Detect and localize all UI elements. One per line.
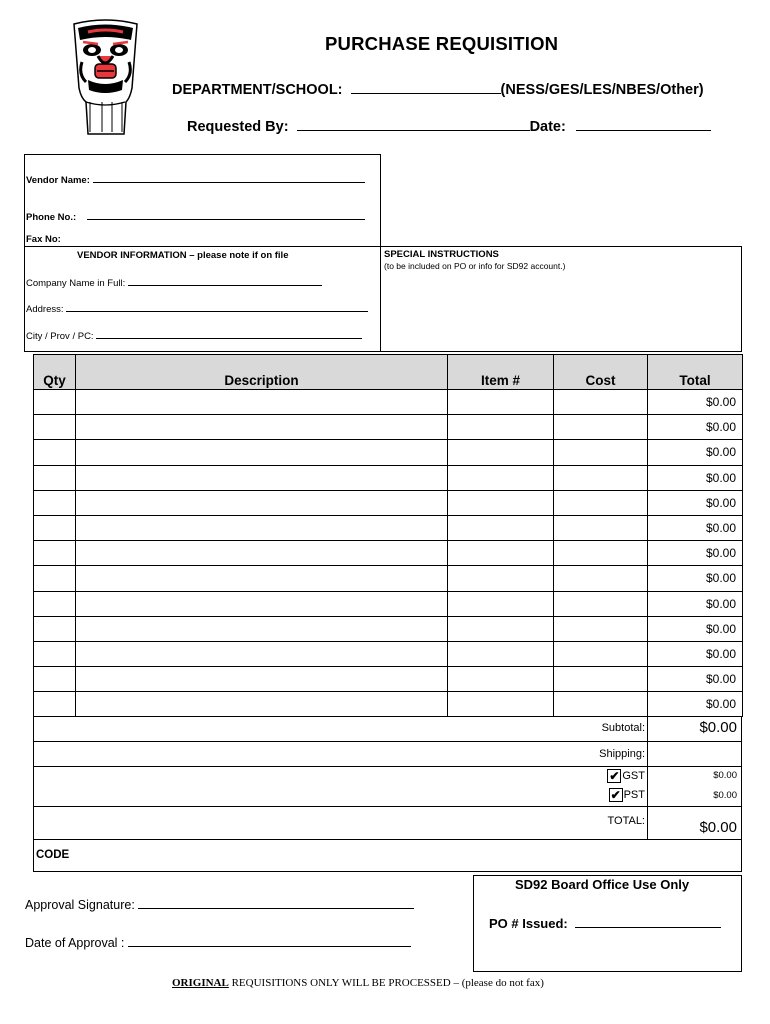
qty-cell[interactable]: [34, 641, 76, 666]
crest-logo: [68, 18, 143, 138]
qty-cell[interactable]: [34, 667, 76, 692]
qty-cell[interactable]: [34, 440, 76, 465]
city-row: [26, 328, 362, 342]
po-issued-label: PO # Issued:: [489, 916, 568, 931]
item-number-cell[interactable]: [448, 566, 554, 591]
gst-label: GST: [622, 769, 645, 782]
gst-value: $0.00: [713, 770, 737, 781]
shipping-field[interactable]: [648, 742, 741, 766]
total-cell: $0.00: [648, 390, 743, 415]
gst-checkbox[interactable]: ✔: [609, 769, 620, 783]
table-row: [34, 515, 743, 540]
date-label: Date:: [529, 119, 566, 135]
description-cell[interactable]: [76, 490, 448, 515]
cost-cell[interactable]: [554, 566, 648, 591]
cost-cell[interactable]: [554, 667, 648, 692]
qty-cell[interactable]: [34, 566, 76, 591]
item-number-cell[interactable]: [448, 465, 554, 490]
item-number-cell[interactable]: [448, 667, 554, 692]
total-cell: $0.00: [648, 641, 743, 666]
po-issued-field[interactable]: [575, 915, 721, 928]
description-cell[interactable]: [76, 415, 448, 440]
description-cell[interactable]: [76, 667, 448, 692]
tax-divider: [647, 767, 648, 806]
subtotal-row: [33, 716, 742, 742]
description-cell[interactable]: [76, 541, 448, 566]
department-field[interactable]: [351, 78, 501, 94]
approval-signature-field[interactable]: [138, 896, 414, 909]
shipping-label: Shipping:: [599, 748, 645, 760]
vendor-info-heading: VENDOR INFORMATION – please note if on file: [77, 250, 289, 261]
table-row: [34, 566, 743, 591]
address-field[interactable]: [66, 301, 368, 312]
department-label: DEPARTMENT/SCHOOL:: [172, 82, 343, 98]
city-field[interactable]: [96, 328, 362, 339]
total-cell: $0.00: [648, 566, 743, 591]
total-cell: $0.00: [648, 591, 743, 616]
qty-cell[interactable]: [34, 591, 76, 616]
approval-date-field[interactable]: [128, 934, 411, 947]
qty-cell[interactable]: [34, 415, 76, 440]
footer-text: REQUISITIONS ONLY WILL BE PROCESSED – (please do not fax): [228, 977, 544, 989]
item-number-cell[interactable]: [448, 390, 554, 415]
vendor-name-row: [26, 172, 365, 186]
qty-cell[interactable]: [34, 390, 76, 415]
items-table: [33, 354, 743, 717]
description-cell[interactable]: [76, 440, 448, 465]
table-header-row: [34, 355, 743, 390]
pst-value: $0.00: [713, 790, 737, 801]
footer-emphasis: ORIGINAL: [172, 977, 229, 989]
shipping-row: [33, 742, 742, 767]
total-label: TOTAL:: [607, 815, 645, 827]
description-cell[interactable]: [76, 616, 448, 641]
fax-label: Fax No:: [26, 234, 61, 245]
cost-cell[interactable]: [554, 490, 648, 515]
vendor-name-label: Vendor Name:: [26, 175, 90, 186]
requested-by-label: Requested By:: [187, 119, 289, 135]
department-options: (NESS/GES/LES/NBES/Other): [500, 82, 704, 98]
cost-cell[interactable]: [554, 616, 648, 641]
description-cell[interactable]: [76, 465, 448, 490]
item-number-cell[interactable]: [448, 591, 554, 616]
vendor-name-field[interactable]: [93, 172, 365, 183]
company-label: Company Name in Full:: [26, 278, 126, 289]
vendor-divider: [24, 246, 381, 247]
item-number-cell[interactable]: [448, 440, 554, 465]
table-row: [34, 490, 743, 515]
code-label: CODE: [36, 849, 70, 861]
description-cell[interactable]: [76, 515, 448, 540]
cost-cell[interactable]: [554, 541, 648, 566]
total-row: [33, 807, 742, 840]
total-cell: $0.00: [648, 415, 743, 440]
cost-cell[interactable]: [554, 692, 648, 717]
department-row: [172, 78, 704, 98]
office-use-heading: SD92 Board Office Use Only: [515, 877, 690, 892]
city-label: City / Prov / PC:: [26, 331, 94, 342]
item-number-cell[interactable]: [448, 616, 554, 641]
total-header: Total: [648, 355, 743, 390]
phone-row: [26, 209, 365, 223]
pst-label: PST: [623, 788, 645, 801]
table-row: [34, 616, 743, 641]
cost-header: Cost: [554, 355, 648, 390]
special-instructions-note: (to be included on PO or info for SD92 account.): [384, 261, 566, 271]
item-number-cell[interactable]: [448, 415, 554, 440]
cost-cell[interactable]: [554, 465, 648, 490]
approval-date-label: Date of Approval :: [25, 936, 125, 950]
gst-line: [607, 769, 645, 783]
item-number-cell[interactable]: [448, 541, 554, 566]
formline-crest-icon: [68, 18, 143, 138]
total-cell: $0.00: [648, 692, 743, 717]
table-row: [34, 440, 743, 465]
cost-cell[interactable]: [554, 415, 648, 440]
cost-cell[interactable]: [554, 440, 648, 465]
address-label: Address:: [26, 304, 64, 315]
phone-field[interactable]: [87, 209, 365, 220]
table-row: [34, 541, 743, 566]
approval-signature-row: [25, 896, 414, 912]
phone-label: Phone No.:: [26, 212, 77, 223]
item-number-cell[interactable]: [448, 490, 554, 515]
special-instructions-heading: SPECIAL INSTRUCTIONS: [384, 249, 499, 260]
qty-cell[interactable]: [34, 465, 76, 490]
total-cell: $0.00: [648, 541, 743, 566]
total-cell: $0.00: [648, 616, 743, 641]
description-header: Description: [76, 355, 448, 390]
approval-signature-label: Approval Signature:: [25, 898, 135, 912]
address-row: [26, 301, 368, 315]
table-row: [34, 591, 743, 616]
grand-total-value: $0.00: [699, 819, 737, 836]
footer-note: [172, 977, 544, 989]
total-cell: $0.00: [648, 440, 743, 465]
requested-by-field[interactable]: [297, 115, 530, 131]
table-row: [34, 390, 743, 415]
company-field[interactable]: [128, 275, 322, 286]
qty-cell[interactable]: [34, 515, 76, 540]
qty-header: Qty: [34, 355, 76, 390]
code-row[interactable]: [33, 840, 742, 872]
pst-checkbox[interactable]: ✔: [610, 788, 621, 802]
total-divider: [647, 807, 648, 839]
item-number-header: Item #: [448, 355, 554, 390]
total-cell: $0.00: [648, 490, 743, 515]
table-row: [34, 667, 743, 692]
pst-line: [609, 788, 645, 802]
date-field[interactable]: [576, 115, 711, 131]
table-row: [34, 692, 743, 717]
cost-cell[interactable]: [554, 641, 648, 666]
requested-by-row: [187, 115, 711, 135]
cost-cell[interactable]: [554, 515, 648, 540]
page-title: PURCHASE REQUISITION: [325, 33, 559, 54]
approval-date-row: [25, 934, 411, 950]
table-row: [34, 641, 743, 666]
description-cell[interactable]: [76, 692, 448, 717]
description-cell[interactable]: [76, 390, 448, 415]
cost-cell[interactable]: [554, 591, 648, 616]
subtotal-divider: [647, 716, 648, 741]
subtotal-value: $0.00: [699, 719, 737, 736]
subtotal-label: Subtotal:: [601, 722, 645, 734]
table-row: [34, 415, 743, 440]
total-cell: $0.00: [648, 667, 743, 692]
table-row: [34, 465, 743, 490]
description-cell[interactable]: [76, 641, 448, 666]
company-row: [26, 275, 322, 289]
item-number-cell[interactable]: [448, 692, 554, 717]
total-cell: $0.00: [648, 515, 743, 540]
po-issued-row: [489, 915, 721, 931]
description-cell[interactable]: [76, 591, 448, 616]
cost-cell[interactable]: [554, 390, 648, 415]
qty-cell[interactable]: [34, 692, 76, 717]
total-cell: $0.00: [648, 465, 743, 490]
qty-cell[interactable]: [34, 616, 76, 641]
qty-cell[interactable]: [34, 490, 76, 515]
item-number-cell[interactable]: [448, 641, 554, 666]
description-cell[interactable]: [76, 566, 448, 591]
qty-cell[interactable]: [34, 541, 76, 566]
tax-row: [33, 767, 742, 807]
item-number-cell[interactable]: [448, 515, 554, 540]
